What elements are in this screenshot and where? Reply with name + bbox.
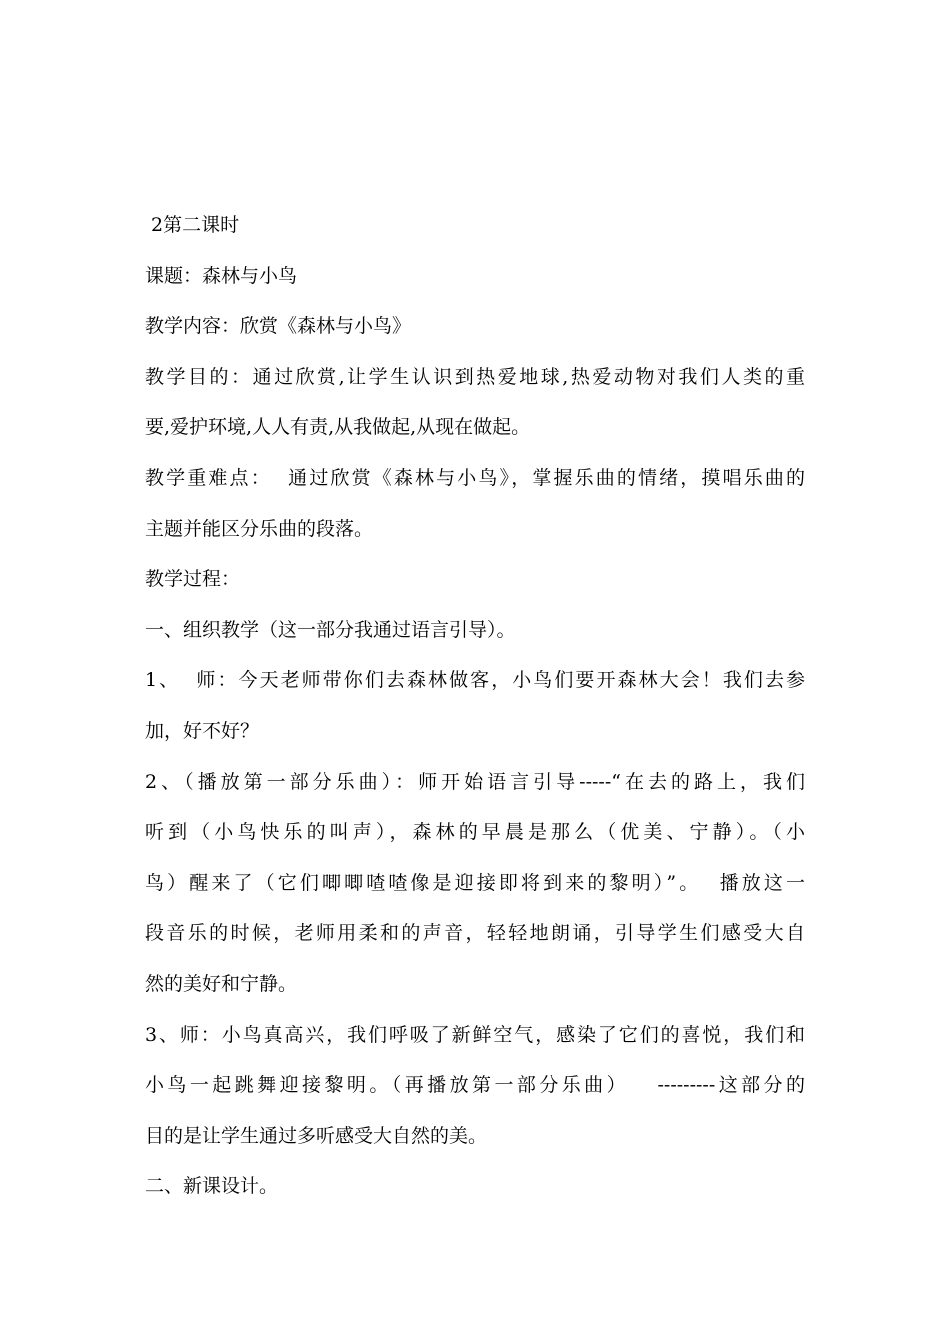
teaching-process-heading: 教学过程： — [145, 568, 241, 591]
step-3-line-2: 小鸟一起跳舞迎接黎明。（再播放第一部分乐曲） ---------这部分的 — [145, 1074, 805, 1097]
document-body — [145, 208, 805, 1220]
step-1-line-2: 加，好不好？ — [145, 719, 260, 742]
section-two-heading: 二、新课设计。 — [145, 1175, 279, 1198]
teaching-content: 教学内容：欣赏《森林与小鸟》 — [145, 315, 412, 338]
step-2-line-3: 鸟）醒来了（它们唧唧喳喳像是迎接即将到来的黎明）”。 播放这一 — [145, 871, 805, 894]
lesson-topic: 课题：森林与小鸟 — [145, 264, 298, 287]
step-2-line-5: 然的美好和宁静。 — [145, 972, 298, 995]
step-2-line-4: 段音乐的时候，老师用柔和的声音，轻轻地朗诵，引导学生们感受大自 — [145, 922, 805, 945]
step-2-line-2: 听到（小鸟快乐的叫声），森林的早晨是那么（优美、宁静）。（小 — [145, 821, 805, 844]
teaching-goal-line-2: 要,爱护环境,人人有责,从我做起,从现在做起。 — [145, 416, 531, 439]
step-3-line-1: 3、师：小鸟真高兴，我们呼吸了新鲜空气，感染了它们的喜悦，我们和 — [145, 1023, 805, 1046]
step-1-line-1: 1、 师：今天老师带你们去森林做客，小鸟们要开森林大会！我们去参 — [145, 669, 805, 692]
lesson-number-heading: 2第二课时 — [145, 214, 240, 236]
teaching-goal-line-1: 教学目的：通过欣赏,让学生认识到热爱地球,热爱动物对我们人类的重 — [145, 365, 805, 388]
key-points-line-2: 主题并能区分乐曲的段落。 — [145, 517, 374, 540]
step-2-line-1: 2、（播放第一部分乐曲）：师开始语言引导-----“在去的路上，我们 — [145, 770, 805, 793]
step-3-line-3: 目的是让学生通过多听感受大自然的美。 — [145, 1124, 488, 1147]
key-points-line-1: 教学重难点： 通过欣赏《森林与小鸟》，掌握乐曲的情绪，摸唱乐曲的 — [145, 466, 805, 489]
section-one-heading: 一、组织教学（这一部分我通过语言引导）。 — [145, 618, 516, 641]
